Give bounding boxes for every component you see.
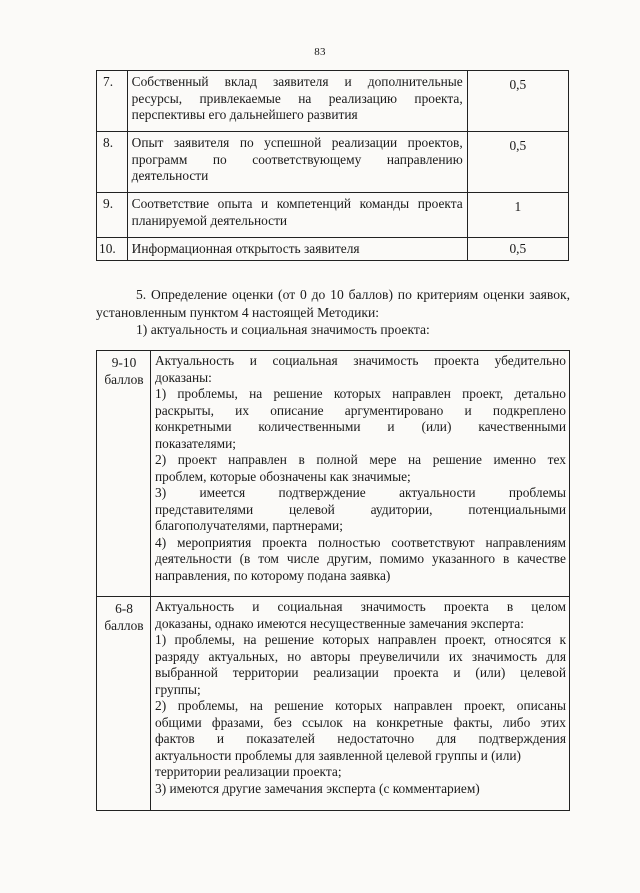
- description-line: деятельности (в том числе другим, помимо указанного в качестве: [155, 551, 566, 566]
- criterion-score: 0,5: [467, 71, 568, 132]
- description-line: выбранной территории реализации проекта и (или) целевой: [155, 665, 566, 680]
- criterion-text: Собственный вклад заявителя и дополнительные ресурсы, привлекаемые на реализацию проекта, перспективы его дальнейшего развития: [127, 71, 467, 132]
- description-line: конкретными количественными и (или) качественными: [155, 419, 566, 434]
- description-line: Актуальность и социальная значимость проекта убедительно: [155, 353, 566, 368]
- description-line: раскрыты, их описание аргументировано и подкреплено: [155, 402, 566, 418]
- description-line: доказаны, однако имеются несущественные замечания эксперта:: [155, 615, 524, 631]
- grade-range-unit: баллов: [104, 371, 144, 387]
- grade-range: [97, 597, 151, 811]
- criterion-number: 8.: [97, 132, 128, 193]
- criterion-score: 0,5: [467, 238, 568, 261]
- table-row: [97, 193, 569, 238]
- table-row: [97, 71, 569, 132]
- description-line: общими фразами, без ссылок на конкретные факты, либо этих: [155, 714, 566, 730]
- grade-range-unit: баллов: [104, 617, 144, 633]
- criterion-score: 0,5: [467, 132, 568, 193]
- description-line: благополучателями, партнерами;: [155, 518, 343, 533]
- grade-range-number: 9-10: [111, 355, 137, 370]
- description-line: 3) имеются другие замечания эксперта (с комментарием): [155, 780, 480, 796]
- page-number: 83: [314, 46, 326, 58]
- description-line: разряду актуальных, но авторы преувеличили их значимость для: [155, 648, 566, 664]
- description-line: группы;: [155, 681, 201, 697]
- subsection-heading: 1) актуальность и социальная значимость проекта:: [136, 322, 430, 337]
- criteria-table: [96, 70, 569, 261]
- criterion-number: 7.: [97, 71, 128, 132]
- description-line: фактов и показателей недостаточно для подтверждения: [155, 731, 566, 746]
- description-line: 3) имеется подтверждение актуальности проблемы: [155, 485, 566, 500]
- table-row: [97, 238, 569, 261]
- grade-range-number: 6-8: [115, 601, 133, 616]
- grade-range: [97, 351, 151, 597]
- description-line: направления, по которому подана заявка): [155, 567, 391, 583]
- description-line: 2) проект направлен в полной мере на решение именно тех: [155, 452, 566, 467]
- description-line: актуальности проблемы для заявленной целевой группы и (или): [155, 747, 522, 763]
- description-line: представителями целевой аудитории, потенциальными: [155, 501, 566, 517]
- description-line: проблем, которые обозначены как значимые;: [155, 468, 411, 484]
- grade-description: [151, 351, 570, 597]
- criterion-number: 10.: [97, 238, 128, 261]
- section-paragraph: 5. Определение оценки (от 0 до 10 баллов) по критериям оценки заявок, установленным пунктом 4 настоящей Методики:: [96, 287, 570, 320]
- criterion-text: Информационная открытость заявителя: [127, 238, 467, 261]
- table-row: [97, 597, 570, 811]
- table-row: [97, 132, 569, 193]
- description-line: 1) проблемы, на решение которых направлен проект, детально: [155, 386, 566, 401]
- description-line: 4) мероприятия проекта полностью соответствуют направлениям: [155, 534, 566, 550]
- description-line: 2) проблемы, на решение которых направлен проект, описаны: [155, 698, 566, 713]
- criterion-text: Соответствие опыта и компетенций команды проекта планируемой деятельности: [127, 193, 467, 238]
- description-line: доказаны:: [155, 369, 212, 385]
- grading-table: [96, 350, 570, 811]
- description-line: 1) проблемы, на решение которых направлен проект, относятся к: [155, 632, 566, 647]
- grade-description: [151, 597, 570, 811]
- criterion-number: 9.: [97, 193, 128, 238]
- criterion-score: 1: [467, 193, 568, 238]
- criterion-text: Опыт заявителя по успешной реализации проектов, программ по соответствующему направлению деятельности: [127, 132, 467, 193]
- description-line: территории реализации проекта;: [155, 764, 342, 779]
- description-line: Актуальность и социальная значимость проекта в целом: [155, 599, 566, 614]
- description-line: показателями;: [155, 435, 236, 451]
- table-row: [97, 351, 570, 597]
